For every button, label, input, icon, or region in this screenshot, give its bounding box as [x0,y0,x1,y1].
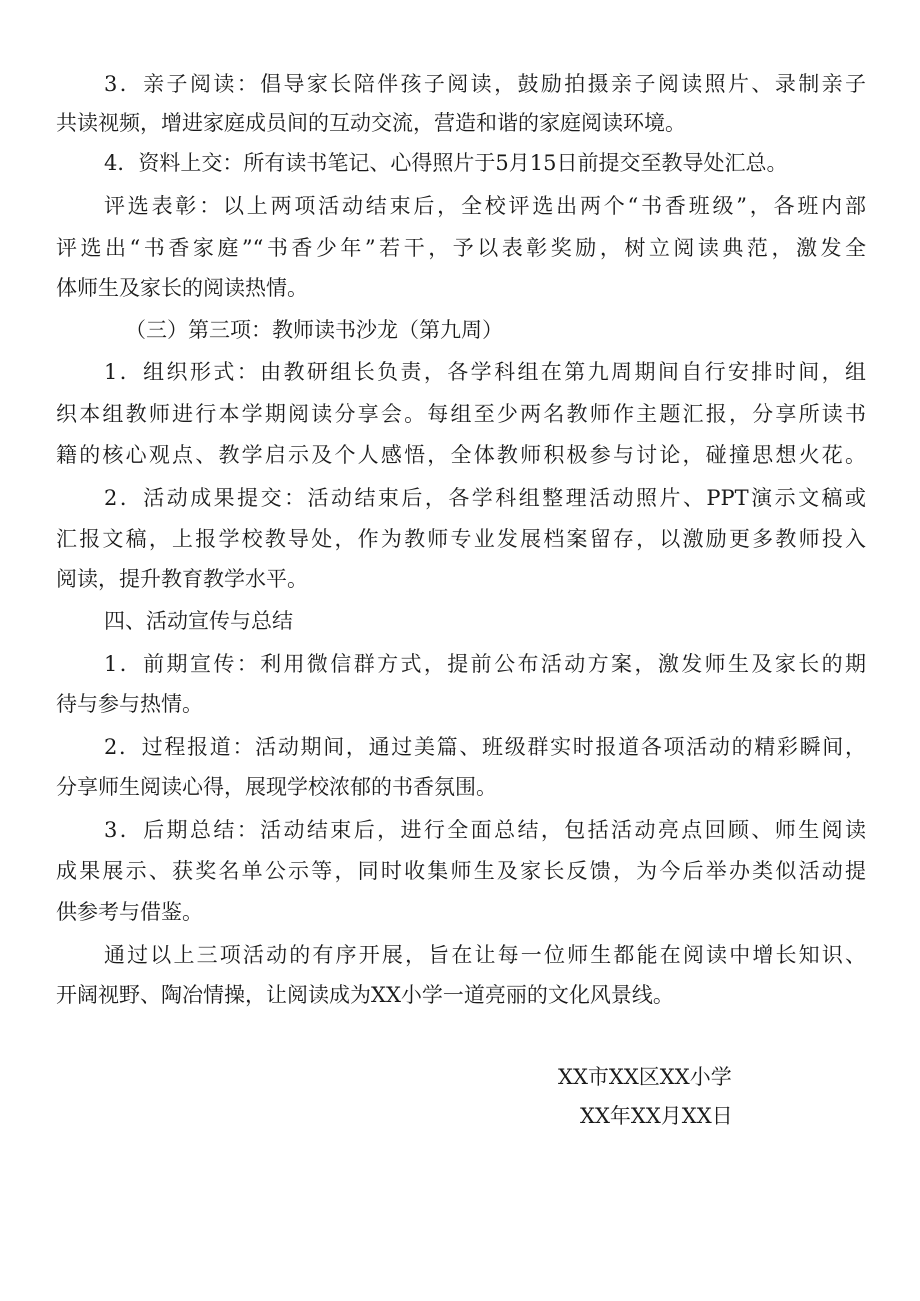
paragraph-line: 分享师生阅读心得，展现学校浓郁的书香氛围。 [56,775,497,799]
paragraph-line: 评选表彰：以上两项活动结束后，全校评选出两个“书香班级”，各班内部 [104,194,866,218]
paragraph-line: 织本组教师进行本学期阅读分享会。每组至少两名教师作主题汇报，分享所读书 [56,402,866,426]
paragraph-line: 阅读，提升教育教学水平。 [56,567,308,591]
paragraph-line: 籍的核心观点、教学启示及个人感悟，全体教师积极参与讨论，碰撞思想火花。 [56,443,866,467]
paragraph-line: 汇报文稿，上报学校教导处，作为教师专业发展档案留存，以激励更多教师投入 [56,527,866,551]
paragraph-line: 3．后期总结：活动结束后，进行全面总结，包括活动亮点回顾、师生阅读 [104,818,866,842]
section-heading: 四、活动宣传与总结 [104,609,293,633]
paragraph-line: 2．过程报道：活动期间，通过美篇、班级群实时报道各项活动的精彩瞬间， [104,735,866,759]
section-heading: （三）第三项：教师读书沙龙（第九周） [125,318,503,342]
paragraph-line: 供参考与借鉴。 [56,900,203,924]
paragraph-line: 评选出“书香家庭”“书香少年”若干，予以表彰奖励，树立阅读典范，激发全 [56,236,866,260]
paragraph-line: 体师生及家长的阅读热情。 [56,276,308,300]
paragraph-line: 3．亲子阅读：倡导家长陪伴孩子阅读，鼓励拍摄亲子阅读照片、录制亲子 [104,72,866,96]
paragraph-line: 1．组织形式：由教研组长负责，各学科组在第九周期间自行安排时间，组 [104,360,866,384]
paragraph-line: 共读视频，增进家庭成员间的互动交流，营造和谐的家庭阅读环境。 [56,111,686,135]
paragraph-line: 开阔视野、陶冶情操，让阅读成为XX小学一道亮丽的文化风景线。 [56,983,674,1007]
signature-school: XX市XX区XX小学 [558,1065,732,1089]
signature-date: XX年XX月XX日 [580,1104,733,1128]
paragraph-line: 成果展示、获奖名单公示等，同时收集师生及家长反馈，为今后举办类似活动提 [56,859,866,883]
paragraph-line: 待与参与热情。 [56,692,203,716]
paragraph-line: 4．资料上交：所有读书笔记、心得照片于5月15日前提交至教导处汇总。 [104,151,788,175]
paragraph-line: 1．前期宣传：利用微信群方式，提前公布活动方案，激发师生及家长的期 [104,652,866,676]
paragraph-line: 通过以上三项活动的有序开展，旨在让每一位师生都能在阅读中增长知识、 [104,943,866,967]
paragraph-line: 2．活动成果提交：活动结束后，各学科组整理活动照片、PPT演示文稿或 [104,486,866,510]
